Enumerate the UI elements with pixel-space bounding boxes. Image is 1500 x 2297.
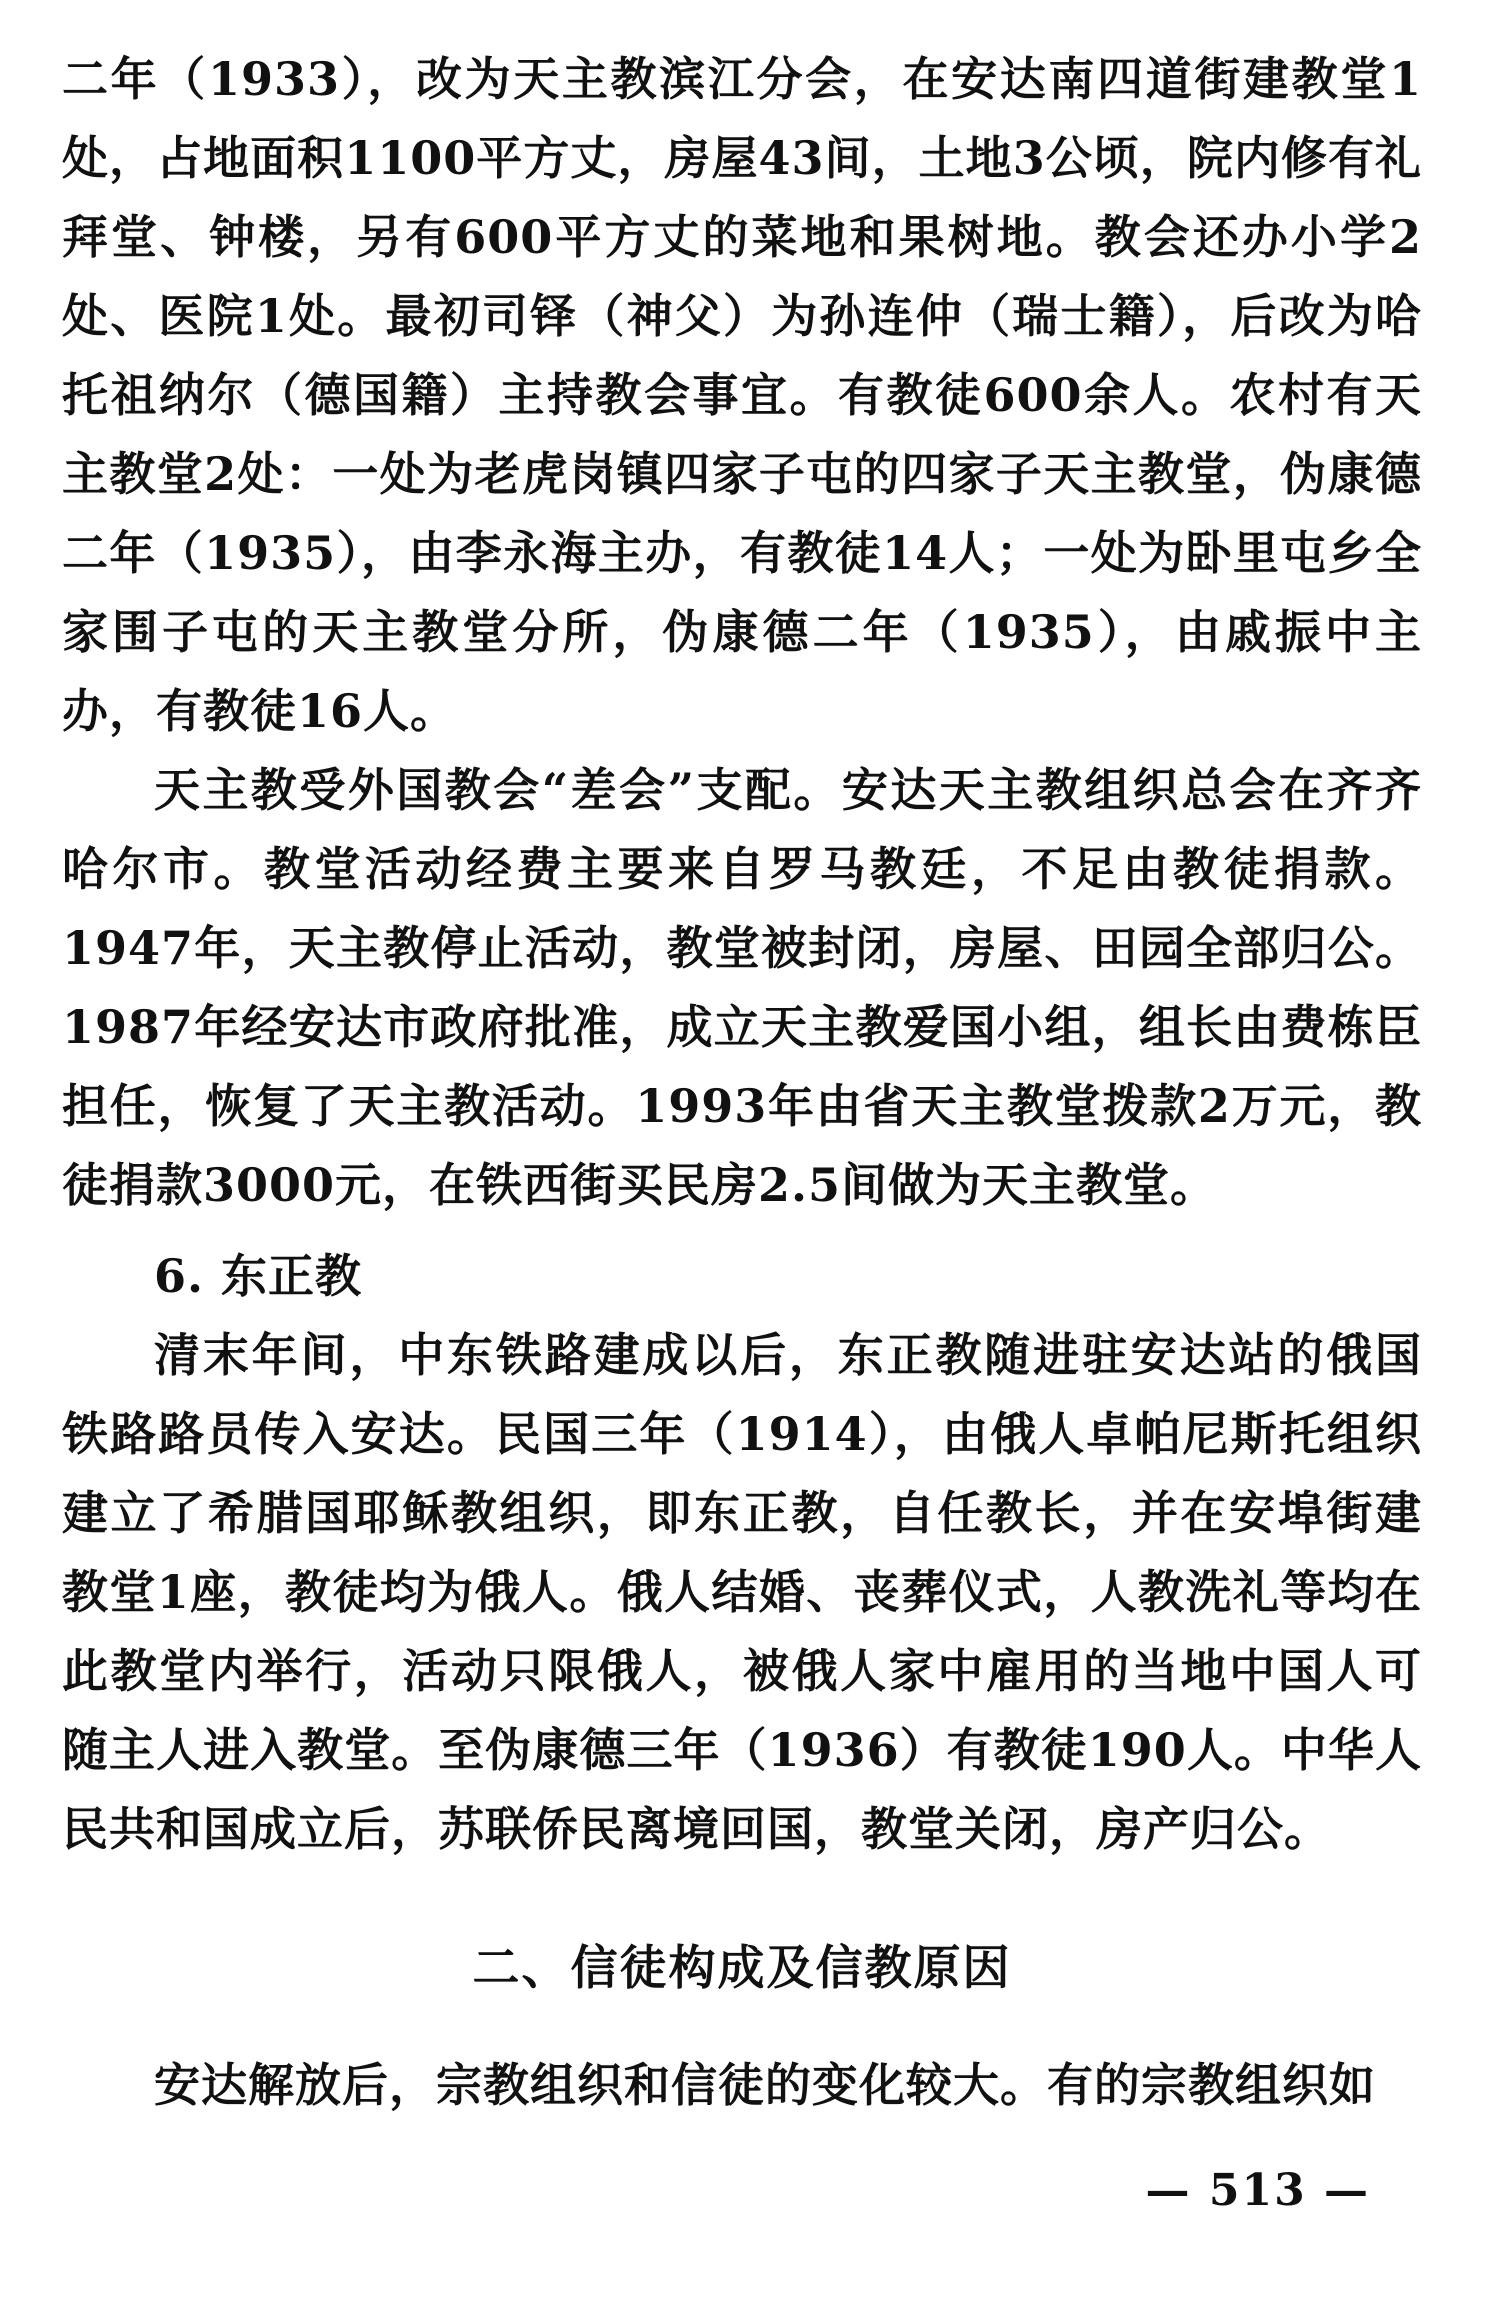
paragraph-catholic-history: 二年（1933），改为天主教滨江分会，在安达南四道街建教堂1处，占地面积1100平方丈，房屋43间，土地3公顷，院内修有礼拜堂、钟楼，另有600平方丈的菜地和果树地。教会还办小学2处、医院1处。最初司铎（神父）为孙连仲（瑞士籍），后改为哈托祖纳尔（德国籍）主持教会事宜。有教徒600余人。农村有天主教堂2处：一处为老虎岗镇四家子屯的四家子天主教堂，伪康德二年（1935），由李永海主办，有教徒14人；一处为卧里屯乡全家围子屯的天主教堂分所，伪康德二年（1935），由戚振中主办，有教徒16人。 [62, 52, 1422, 738]
body-text [62, 40, 1422, 2125]
page-number: — 513 — [1145, 2165, 1370, 2216]
paragraph-believers-intro: 安达解放后，宗教组织和信徒的变化较大。有的宗教组织如 [154, 2058, 1376, 2112]
section-title: 二、信徒构成及信教原因 [472, 1941, 1012, 1996]
paragraph-orthodox-history: 清末年间，中东铁路建成以后，东正教随进驻安达站的俄国铁路路员传入安达。民国三年（1914），由俄人卓帕尼斯托组织建立了希腊国耶稣教组织，即东正教，自任教长，并在安埠街建教堂1座，教徒均为俄人。俄人结婚、丧葬仪式，人教洗礼等均在此教堂内举行，活动只限俄人，被俄人家中雇用的当地中国人可随主人进入教堂。至伪康德三年（1936）有教徒190人。中华人民共和国成立后，苏联侨民离境回国，教堂关闭，房产归公。 [62, 1328, 1422, 1856]
heading-eastern-orthodox: 6. 东正教 [154, 1249, 363, 1303]
paragraph-catholic-funding: 天主教受外国教会“差会”支配。安达天主教组织总会在齐齐哈尔市。教堂活动经费主要来自罗马教廷，不足由教徒捐款。1947年，天主教停止活动，教堂被封闭，房屋、田园全部归公。1987年经安达市政府批准，成立天主教爱国小组，组长由费栋臣担任，恢复了天主教活动。1993年由省天主教堂拨款2万元，教徒捐款3000元，在铁西街买民房2.5间做为天主教堂。 [62, 763, 1422, 1212]
